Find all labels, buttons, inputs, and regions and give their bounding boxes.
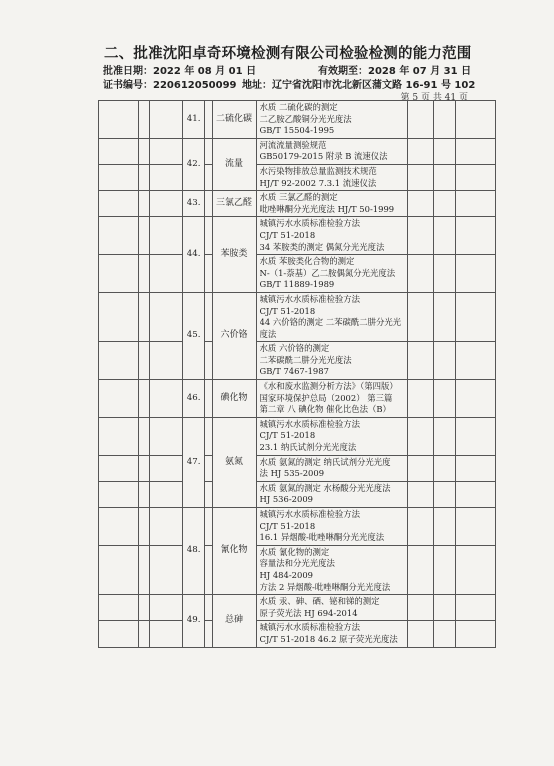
method-standard (256, 417, 407, 455)
method-line: 城镇污水水质标准检验方法 (259, 218, 361, 229)
method-line: 城镇污水水质标准检验方法 (259, 509, 361, 519)
blank-cell (150, 292, 183, 341)
blank-cell (433, 292, 456, 341)
item-number: 49. (182, 595, 205, 647)
method-line: 水质 氨氮的测定 纳氏试剂分光光度 (259, 456, 391, 467)
blank-cell (205, 138, 212, 164)
blank-cell (150, 595, 183, 621)
blank-cell (433, 101, 456, 139)
blank-cell (205, 380, 212, 418)
blank-cell (99, 255, 139, 293)
blank-cell (456, 255, 496, 293)
blank-cell (99, 342, 139, 380)
method-standard (256, 292, 407, 341)
blank-cell (456, 455, 496, 481)
blank-cell (150, 417, 183, 455)
method-line: 国家环境保护总局（2002） 第三篇 (259, 392, 393, 403)
blank-cell (150, 255, 183, 293)
blank-cell (456, 191, 496, 217)
blank-cell (205, 292, 212, 341)
method-line: 二苯碳酰二肼分光光度法 (259, 354, 352, 365)
blank-cell (407, 217, 433, 255)
item-number: 47. (182, 417, 205, 507)
blank-cell (150, 455, 183, 481)
method-line: 原子荧光法 HJ 694-2014 (259, 607, 358, 618)
blank-cell (99, 164, 139, 190)
method-line: 34 苯胺类的测定 偶氮分光光度法 (259, 241, 385, 252)
table-row (99, 217, 496, 255)
method-line: 容量法和分光光度法 (259, 558, 335, 569)
blank-cell (407, 621, 433, 647)
blank-cell (138, 138, 149, 164)
blank-cell (456, 292, 496, 341)
blank-cell (456, 508, 496, 546)
table-row (99, 255, 496, 293)
parameter-name: 苯胺类 (212, 217, 256, 293)
blank-cell (99, 217, 139, 255)
blank-cell (433, 508, 456, 546)
blank-cell (407, 342, 433, 380)
blank-cell (150, 508, 183, 546)
blank-cell (150, 191, 183, 217)
method-line: 二乙胺乙酸铜分光光度法 (259, 113, 352, 124)
method-standard (256, 191, 407, 217)
method-line: 水质 氰化物的测定 (259, 546, 330, 557)
blank-cell (205, 455, 212, 481)
method-line: N-（1-萘基）乙二胺偶氮分光光度法 (259, 267, 396, 278)
item-number: 44. (182, 217, 205, 293)
valid-until: 有效期至：2028 年 07 月 31 日 (318, 66, 472, 77)
parameter-name: 氨氮 (212, 417, 256, 507)
method-line: 16.1 异烟酸-吡唑啉酮分光光度法 (259, 532, 385, 543)
method-line: HJ 536-2009 (259, 494, 313, 505)
table-row (99, 545, 496, 594)
method-line: CJ/T 51-2018 (259, 305, 316, 316)
page-title: 二、批准沈阳卓奇环境检测有限公司检验检测的能力范围 (104, 46, 472, 62)
blank-cell (99, 292, 139, 341)
blank-cell (205, 481, 212, 507)
blank-cell (456, 101, 496, 139)
blank-cell (205, 621, 212, 647)
blank-cell (433, 255, 456, 293)
blank-cell (456, 342, 496, 380)
table-row (99, 417, 496, 455)
blank-cell (205, 217, 212, 255)
method-line: 水质 苯胺类化合物的测定 (259, 256, 355, 267)
method-line: 水污染物排放总量监测技术规范 (259, 165, 377, 176)
blank-cell (99, 417, 139, 455)
blank-cell (150, 217, 183, 255)
blank-cell (138, 255, 149, 293)
blank-cell (407, 417, 433, 455)
method-standard (256, 217, 407, 255)
method-line: GB/T 15504-1995 (259, 125, 335, 136)
table-row (99, 191, 496, 217)
method-standard (256, 342, 407, 380)
table-row (99, 292, 496, 341)
table-row (99, 101, 496, 139)
blank-cell (433, 342, 456, 380)
method-standard (256, 138, 407, 164)
method-line: 吡唑啉酮分光光度法 HJ/T 50-1999 (259, 203, 395, 214)
parameter-name: 流量 (212, 138, 256, 190)
item-number: 42. (182, 138, 205, 190)
blank-cell (205, 255, 212, 293)
method-standard (256, 255, 407, 293)
blank-cell (138, 545, 149, 594)
blank-cell (407, 595, 433, 621)
blank-cell (407, 292, 433, 341)
blank-cell (150, 621, 183, 647)
parameter-name: 二硫化碳 (212, 101, 256, 139)
item-number: 45. (182, 292, 205, 379)
method-line: 城镇污水水质标准检验方法 (259, 418, 361, 429)
method-line: HJ 484-2009 (259, 569, 313, 580)
table-row (99, 621, 496, 647)
blank-cell (456, 595, 496, 621)
blank-cell (456, 380, 496, 418)
method-line: 河流流量测验规范 (259, 139, 327, 150)
method-line: 水质 三氯乙醛的测定 (259, 192, 338, 203)
blank-cell (407, 508, 433, 546)
method-line: CJ/T 51-2018 (259, 430, 316, 441)
table-row (99, 342, 496, 380)
method-standard (256, 595, 407, 621)
blank-cell (456, 417, 496, 455)
method-line: 城镇污水水质标准检验方法 (259, 622, 361, 633)
blank-cell (456, 138, 496, 164)
method-line: GB/T 11889-1989 (259, 279, 335, 290)
item-number: 43. (182, 191, 205, 217)
blank-cell (150, 164, 183, 190)
blank-cell (433, 164, 456, 190)
table-row (99, 138, 496, 164)
blank-cell (433, 417, 456, 455)
table-row (99, 481, 496, 507)
blank-cell (205, 508, 212, 546)
method-line: 水质 二硫化碳的测定 (259, 102, 338, 112)
blank-cell (99, 380, 139, 418)
parameter-name: 氰化物 (212, 508, 256, 595)
method-line: 法 HJ 535-2009 (259, 468, 325, 479)
approval-date: 批准日期：2022 年 08 月 01 日 (103, 66, 257, 77)
blank-cell (433, 545, 456, 594)
item-number: 46. (182, 380, 205, 418)
blank-cell (433, 595, 456, 621)
blank-cell (138, 621, 149, 647)
blank-cell (433, 138, 456, 164)
blank-cell (99, 595, 139, 621)
method-standard (256, 481, 407, 507)
blank-cell (205, 342, 212, 380)
blank-cell (150, 342, 183, 380)
blank-cell (138, 380, 149, 418)
blank-cell (407, 255, 433, 293)
blank-cell (433, 191, 456, 217)
page-number: 第 5 页 共 41 页 (400, 93, 468, 103)
blank-cell (138, 292, 149, 341)
method-standard (256, 380, 407, 418)
blank-cell (138, 508, 149, 546)
blank-cell (99, 138, 139, 164)
blank-cell (99, 621, 139, 647)
method-line: CJ/T 51-2018 (259, 229, 316, 240)
blank-cell (99, 508, 139, 546)
method-line: CJ/T 51-2018 46.2 原子荧光光度法 (259, 633, 398, 644)
blank-cell (138, 164, 149, 190)
parameter-name: 六价铬 (212, 292, 256, 379)
blank-cell (138, 595, 149, 621)
blank-cell (433, 380, 456, 418)
blank-cell (99, 191, 139, 217)
method-standard (256, 508, 407, 546)
table-row (99, 595, 496, 621)
blank-cell (456, 481, 496, 507)
parameter-name: 三氯乙醛 (212, 191, 256, 217)
method-line: 水质 氨氮的测定 水杨酸分光光度法 (259, 482, 391, 493)
blank-cell (456, 164, 496, 190)
table-row (99, 508, 496, 546)
method-line: 23.1 纳氏试剂分光光度法 (259, 442, 357, 453)
blank-cell (150, 545, 183, 594)
blank-cell (138, 101, 149, 139)
blank-cell (205, 545, 212, 594)
lab-address: 地址：辽宁省沈阳市沈北新区蒲文路 16-91 号 102 (242, 80, 476, 91)
method-standard (256, 164, 407, 190)
method-line: GB50179-2015 附录 B 流速仪法 (259, 151, 388, 162)
parameter-name: 碘化物 (212, 380, 256, 418)
blank-cell (99, 101, 139, 139)
blank-cell (138, 417, 149, 455)
blank-cell (150, 138, 183, 164)
blank-cell (150, 481, 183, 507)
blank-cell (99, 455, 139, 481)
method-standard (256, 455, 407, 481)
blank-cell (456, 545, 496, 594)
blank-cell (138, 191, 149, 217)
table-row (99, 164, 496, 190)
blank-cell (205, 595, 212, 621)
blank-cell (99, 481, 139, 507)
blank-cell (150, 101, 183, 139)
method-line: 城镇污水水质标准检验方法 (259, 293, 361, 304)
table-row (99, 380, 496, 418)
blank-cell (205, 417, 212, 455)
blank-cell (407, 455, 433, 481)
method-line: GB/T 7467-1987 (259, 366, 329, 377)
blank-cell (433, 455, 456, 481)
blank-cell (407, 545, 433, 594)
method-line: 《水和废水监测分析方法》（第四版） (259, 381, 398, 392)
blank-cell (433, 481, 456, 507)
blank-cell (138, 455, 149, 481)
method-standard (256, 101, 407, 139)
blank-cell (138, 342, 149, 380)
item-number: 41. (182, 101, 205, 139)
capability-table (98, 100, 496, 648)
blank-cell (205, 101, 212, 139)
blank-cell (407, 191, 433, 217)
blank-cell (407, 481, 433, 507)
method-line: 第二章 八 碘化物 催化比色法（B） (259, 404, 391, 415)
blank-cell (407, 164, 433, 190)
blank-cell (433, 621, 456, 647)
item-number: 48. (182, 508, 205, 595)
blank-cell (456, 621, 496, 647)
method-standard (256, 621, 407, 647)
certificate-number: 证书编号：220612050099 (103, 80, 237, 91)
blank-cell (150, 380, 183, 418)
blank-cell (456, 217, 496, 255)
blank-cell (407, 380, 433, 418)
blank-cell (138, 217, 149, 255)
table-row (99, 455, 496, 481)
method-line: 水质 汞、砷、硒、铋和锑的测定 (259, 596, 380, 607)
method-line: 方法 2 异烟酸-吡唑啉酮分光光度法 (259, 581, 391, 592)
blank-cell (407, 138, 433, 164)
method-line: 44 六价铬的测定 二苯碳酰二肼分光光 (259, 317, 402, 328)
blank-cell (99, 545, 139, 594)
blank-cell (138, 481, 149, 507)
method-line: 度法 (259, 328, 277, 339)
method-line: HJ/T 92-2002 7.3.1 流速仪法 (259, 177, 377, 188)
parameter-name: 总砷 (212, 595, 256, 647)
method-line: 水质 六价铬的测定 (259, 343, 330, 354)
method-standard (256, 545, 407, 594)
method-line: CJ/T 51-2018 (259, 520, 316, 531)
blank-cell (205, 191, 212, 217)
blank-cell (407, 101, 433, 139)
blank-cell (433, 217, 456, 255)
blank-cell (205, 164, 212, 190)
